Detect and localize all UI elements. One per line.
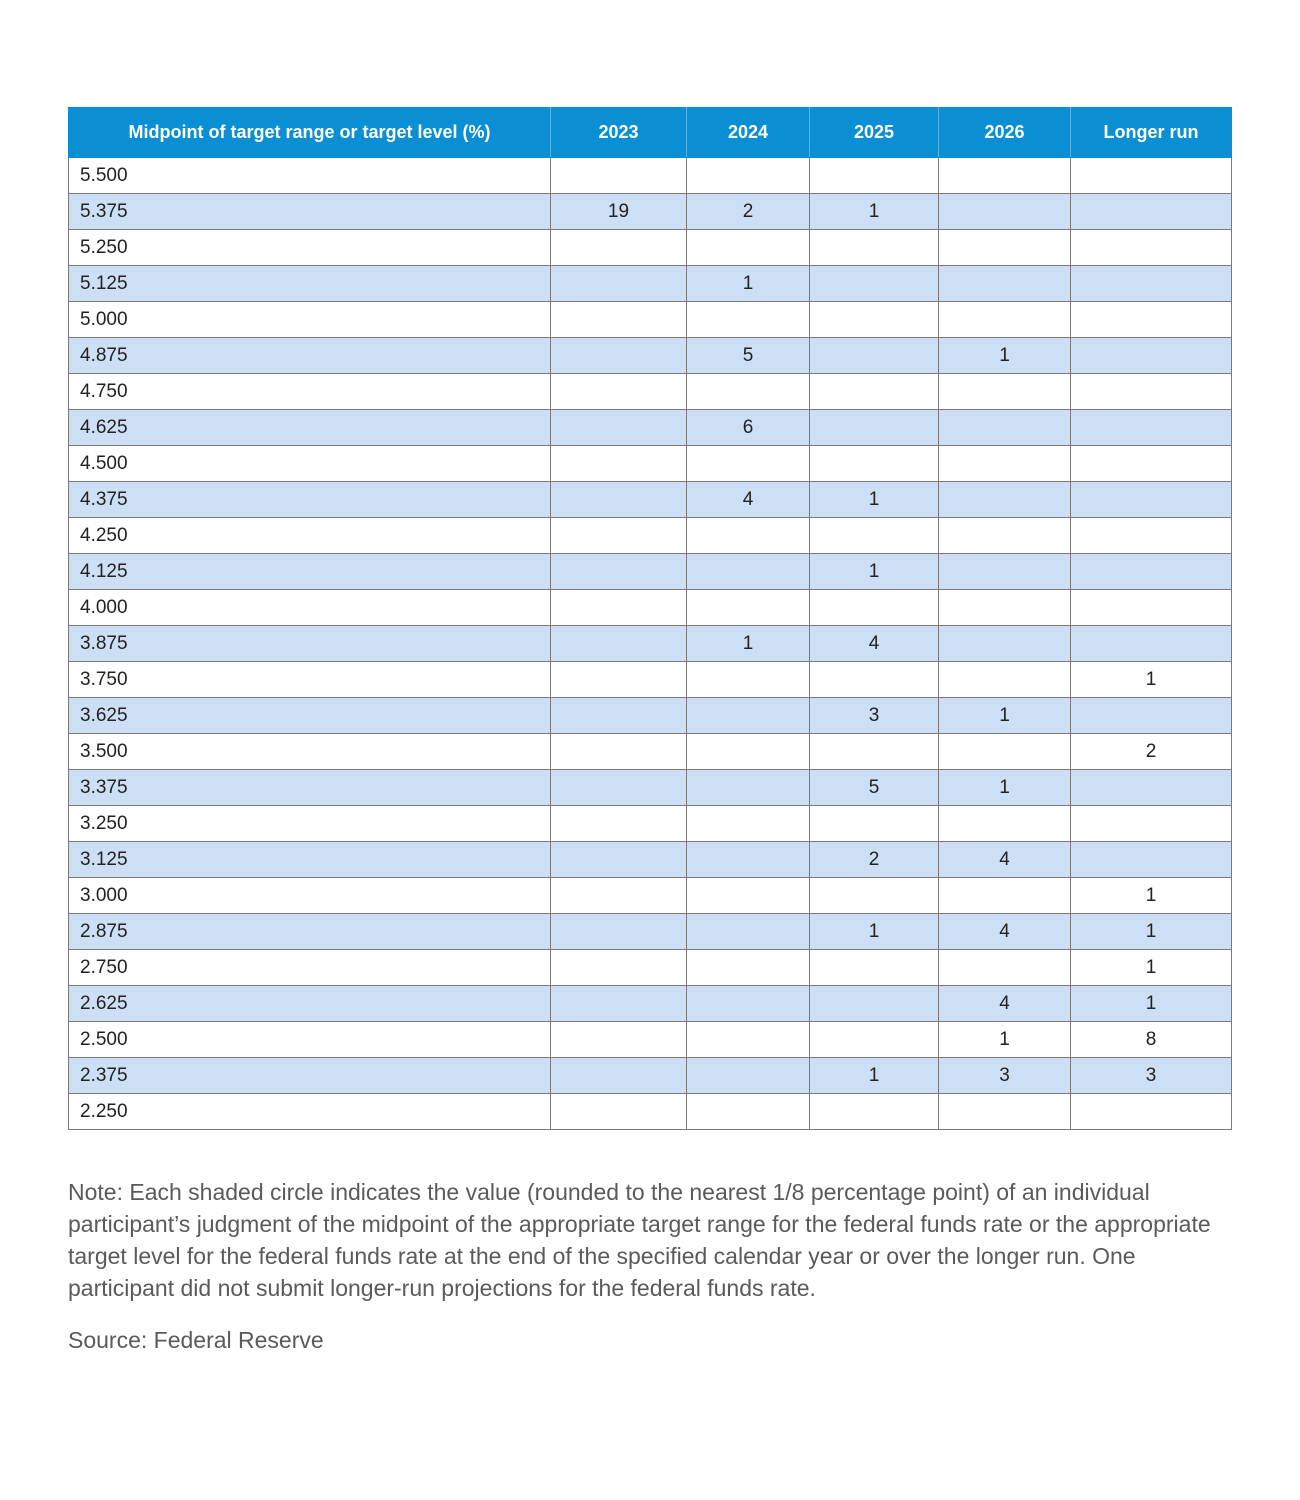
cell-y2024: 4 bbox=[687, 482, 810, 518]
cell-y2024: 1 bbox=[687, 266, 810, 302]
cell-y2025: 1 bbox=[810, 914, 939, 950]
table-row bbox=[69, 1094, 1232, 1130]
cell-longer-run bbox=[1071, 626, 1232, 662]
cell-y2025: 1 bbox=[810, 194, 939, 230]
cell-y2024 bbox=[687, 1094, 810, 1130]
cell-longer-run: 1 bbox=[1071, 914, 1232, 950]
cell-y2023 bbox=[551, 410, 687, 446]
cell-rate: 5.375 bbox=[69, 194, 551, 230]
table-row bbox=[69, 338, 1232, 374]
table-body bbox=[69, 158, 1232, 1130]
cell-y2024 bbox=[687, 878, 810, 914]
cell-y2026 bbox=[939, 626, 1071, 662]
cell-rate: 3.500 bbox=[69, 734, 551, 770]
cell-y2023 bbox=[551, 590, 687, 626]
table-row bbox=[69, 1022, 1232, 1058]
table-row bbox=[69, 878, 1232, 914]
cell-y2026: 4 bbox=[939, 914, 1071, 950]
cell-y2023 bbox=[551, 446, 687, 482]
cell-y2023 bbox=[551, 878, 687, 914]
cell-y2025 bbox=[810, 338, 939, 374]
table-row bbox=[69, 482, 1232, 518]
cell-y2025 bbox=[810, 446, 939, 482]
cell-y2026: 1 bbox=[939, 338, 1071, 374]
cell-longer-run bbox=[1071, 518, 1232, 554]
cell-y2024: 1 bbox=[687, 626, 810, 662]
cell-y2026 bbox=[939, 410, 1071, 446]
cell-longer-run bbox=[1071, 410, 1232, 446]
table-row bbox=[69, 302, 1232, 338]
table-row bbox=[69, 734, 1232, 770]
table-row bbox=[69, 950, 1232, 986]
cell-y2025 bbox=[810, 518, 939, 554]
cell-y2023 bbox=[551, 230, 687, 266]
header-2026: 2026 bbox=[939, 108, 1071, 158]
cell-y2025 bbox=[810, 1022, 939, 1058]
cell-longer-run bbox=[1071, 266, 1232, 302]
table-row bbox=[69, 770, 1232, 806]
cell-longer-run: 8 bbox=[1071, 1022, 1232, 1058]
cell-y2023 bbox=[551, 662, 687, 698]
header-midpoint: Midpoint of target range or target level (%) bbox=[69, 108, 551, 158]
table-row bbox=[69, 914, 1232, 950]
cell-longer-run bbox=[1071, 482, 1232, 518]
cell-y2025 bbox=[810, 230, 939, 266]
cell-rate: 5.250 bbox=[69, 230, 551, 266]
cell-rate: 5.500 bbox=[69, 158, 551, 194]
cell-y2025 bbox=[810, 410, 939, 446]
cell-y2023 bbox=[551, 158, 687, 194]
cell-y2024 bbox=[687, 662, 810, 698]
cell-y2025 bbox=[810, 986, 939, 1022]
cell-y2023: 19 bbox=[551, 194, 687, 230]
table-row bbox=[69, 662, 1232, 698]
cell-y2024 bbox=[687, 986, 810, 1022]
source-line: Source: Federal Reserve bbox=[68, 1327, 324, 1353]
table-row bbox=[69, 842, 1232, 878]
cell-y2025 bbox=[810, 590, 939, 626]
cell-y2025 bbox=[810, 950, 939, 986]
dot-plot-table bbox=[68, 107, 1232, 1130]
cell-y2026 bbox=[939, 302, 1071, 338]
cell-y2025: 1 bbox=[810, 554, 939, 590]
cell-y2026 bbox=[939, 950, 1071, 986]
cell-y2024 bbox=[687, 950, 810, 986]
cell-y2023 bbox=[551, 518, 687, 554]
cell-y2024: 6 bbox=[687, 410, 810, 446]
cell-y2024 bbox=[687, 698, 810, 734]
cell-y2024 bbox=[687, 374, 810, 410]
table-row bbox=[69, 518, 1232, 554]
table-row bbox=[69, 698, 1232, 734]
cell-longer-run: 1 bbox=[1071, 662, 1232, 698]
cell-longer-run bbox=[1071, 842, 1232, 878]
cell-y2026: 1 bbox=[939, 698, 1071, 734]
cell-y2024: 5 bbox=[687, 338, 810, 374]
cell-longer-run: 3 bbox=[1071, 1058, 1232, 1094]
header-2025: 2025 bbox=[810, 108, 939, 158]
cell-longer-run bbox=[1071, 554, 1232, 590]
table-row bbox=[69, 986, 1232, 1022]
cell-y2025: 3 bbox=[810, 698, 939, 734]
cell-rate: 5.000 bbox=[69, 302, 551, 338]
cell-longer-run bbox=[1071, 158, 1232, 194]
cell-rate: 5.125 bbox=[69, 266, 551, 302]
cell-y2025 bbox=[810, 734, 939, 770]
cell-y2026 bbox=[939, 878, 1071, 914]
cell-y2024 bbox=[687, 518, 810, 554]
cell-y2023 bbox=[551, 302, 687, 338]
cell-y2026 bbox=[939, 446, 1071, 482]
cell-longer-run: 1 bbox=[1071, 986, 1232, 1022]
cell-y2025 bbox=[810, 158, 939, 194]
cell-y2024 bbox=[687, 446, 810, 482]
cell-y2026 bbox=[939, 194, 1071, 230]
cell-rate: 4.625 bbox=[69, 410, 551, 446]
cell-y2023 bbox=[551, 1022, 687, 1058]
cell-y2024 bbox=[687, 302, 810, 338]
cell-longer-run bbox=[1071, 446, 1232, 482]
cell-y2024 bbox=[687, 1022, 810, 1058]
cell-rate: 3.750 bbox=[69, 662, 551, 698]
cell-longer-run bbox=[1071, 230, 1232, 266]
cell-y2026 bbox=[939, 554, 1071, 590]
cell-y2025: 1 bbox=[810, 482, 939, 518]
table-row bbox=[69, 626, 1232, 662]
table-header bbox=[69, 108, 1232, 158]
cell-longer-run: 1 bbox=[1071, 950, 1232, 986]
cell-y2025 bbox=[810, 662, 939, 698]
cell-y2023 bbox=[551, 1058, 687, 1094]
cell-y2023 bbox=[551, 914, 687, 950]
table-row bbox=[69, 1058, 1232, 1094]
cell-y2023 bbox=[551, 554, 687, 590]
cell-y2026 bbox=[939, 266, 1071, 302]
cell-y2023 bbox=[551, 698, 687, 734]
cell-rate: 4.750 bbox=[69, 374, 551, 410]
cell-y2024 bbox=[687, 554, 810, 590]
table-row bbox=[69, 446, 1232, 482]
cell-y2026 bbox=[939, 482, 1071, 518]
table-row bbox=[69, 230, 1232, 266]
table-row bbox=[69, 590, 1232, 626]
cell-y2026: 1 bbox=[939, 770, 1071, 806]
cell-rate: 2.625 bbox=[69, 986, 551, 1022]
cell-y2024 bbox=[687, 914, 810, 950]
cell-rate: 4.875 bbox=[69, 338, 551, 374]
cell-rate: 4.250 bbox=[69, 518, 551, 554]
cell-rate: 3.125 bbox=[69, 842, 551, 878]
header-longer-run: Longer run bbox=[1071, 108, 1232, 158]
cell-y2023 bbox=[551, 1094, 687, 1130]
cell-y2026 bbox=[939, 590, 1071, 626]
cell-y2026 bbox=[939, 806, 1071, 842]
cell-y2025 bbox=[810, 266, 939, 302]
cell-rate: 2.250 bbox=[69, 1094, 551, 1130]
table-row bbox=[69, 806, 1232, 842]
cell-y2024 bbox=[687, 158, 810, 194]
cell-y2024 bbox=[687, 590, 810, 626]
cell-rate: 4.500 bbox=[69, 446, 551, 482]
cell-rate: 2.375 bbox=[69, 1058, 551, 1094]
cell-rate: 3.250 bbox=[69, 806, 551, 842]
cell-rate: 2.875 bbox=[69, 914, 551, 950]
cell-y2026 bbox=[939, 734, 1071, 770]
cell-y2024 bbox=[687, 806, 810, 842]
cell-y2025 bbox=[810, 806, 939, 842]
table-row bbox=[69, 266, 1232, 302]
header-row bbox=[69, 108, 1232, 158]
dot-plot-table-container bbox=[68, 107, 1231, 1130]
table-row bbox=[69, 374, 1232, 410]
footnote: Note: Each shaded circle indicates the value (rounded to the nearest 1/8 percentage point) of an individual participant’s judgment of the midpoint of the appropriate target range for the federal funds rate or the appropriate target level for the federal funds rate at the end of the specified calendar year or over the longer run. One participant did not submit longer-run projections for the federal funds rate. bbox=[68, 1179, 1211, 1301]
cell-longer-run bbox=[1071, 770, 1232, 806]
cell-y2026 bbox=[939, 158, 1071, 194]
cell-y2024 bbox=[687, 734, 810, 770]
cell-y2024 bbox=[687, 842, 810, 878]
cell-y2024 bbox=[687, 230, 810, 266]
cell-y2025 bbox=[810, 374, 939, 410]
cell-y2026: 4 bbox=[939, 986, 1071, 1022]
cell-longer-run bbox=[1071, 806, 1232, 842]
table-row bbox=[69, 194, 1232, 230]
cell-longer-run bbox=[1071, 1094, 1232, 1130]
table-row bbox=[69, 554, 1232, 590]
cell-y2024 bbox=[687, 1058, 810, 1094]
cell-y2023 bbox=[551, 626, 687, 662]
cell-y2023 bbox=[551, 842, 687, 878]
cell-y2025 bbox=[810, 878, 939, 914]
cell-y2023 bbox=[551, 266, 687, 302]
cell-y2025: 2 bbox=[810, 842, 939, 878]
cell-y2026: 3 bbox=[939, 1058, 1071, 1094]
cell-rate: 3.625 bbox=[69, 698, 551, 734]
cell-rate: 4.000 bbox=[69, 590, 551, 626]
cell-y2024: 2 bbox=[687, 194, 810, 230]
cell-y2025 bbox=[810, 302, 939, 338]
cell-longer-run bbox=[1071, 698, 1232, 734]
cell-rate: 3.875 bbox=[69, 626, 551, 662]
cell-longer-run: 1 bbox=[1071, 878, 1232, 914]
cell-y2023 bbox=[551, 950, 687, 986]
cell-y2023 bbox=[551, 374, 687, 410]
cell-y2025: 1 bbox=[810, 1058, 939, 1094]
cell-longer-run: 2 bbox=[1071, 734, 1232, 770]
cell-rate: 4.375 bbox=[69, 482, 551, 518]
cell-y2026 bbox=[939, 374, 1071, 410]
cell-y2023 bbox=[551, 338, 687, 374]
cell-y2026 bbox=[939, 230, 1071, 266]
cell-rate: 2.500 bbox=[69, 1022, 551, 1058]
cell-y2025: 4 bbox=[810, 626, 939, 662]
cell-y2023 bbox=[551, 806, 687, 842]
cell-y2023 bbox=[551, 986, 687, 1022]
cell-y2025: 5 bbox=[810, 770, 939, 806]
cell-y2026 bbox=[939, 1094, 1071, 1130]
cell-longer-run bbox=[1071, 338, 1232, 374]
cell-rate: 4.125 bbox=[69, 554, 551, 590]
table-row bbox=[69, 410, 1232, 446]
header-2023: 2023 bbox=[551, 108, 687, 158]
cell-y2025 bbox=[810, 1094, 939, 1130]
cell-y2026 bbox=[939, 518, 1071, 554]
cell-rate: 3.375 bbox=[69, 770, 551, 806]
cell-y2023 bbox=[551, 770, 687, 806]
cell-y2026: 1 bbox=[939, 1022, 1071, 1058]
cell-y2026 bbox=[939, 662, 1071, 698]
cell-y2023 bbox=[551, 482, 687, 518]
cell-longer-run bbox=[1071, 374, 1232, 410]
cell-y2024 bbox=[687, 770, 810, 806]
table-row bbox=[69, 158, 1232, 194]
cell-longer-run bbox=[1071, 194, 1232, 230]
header-2024: 2024 bbox=[687, 108, 810, 158]
cell-rate: 3.000 bbox=[69, 878, 551, 914]
cell-y2023 bbox=[551, 734, 687, 770]
cell-rate: 2.750 bbox=[69, 950, 551, 986]
cell-longer-run bbox=[1071, 302, 1232, 338]
cell-longer-run bbox=[1071, 590, 1232, 626]
cell-y2026: 4 bbox=[939, 842, 1071, 878]
